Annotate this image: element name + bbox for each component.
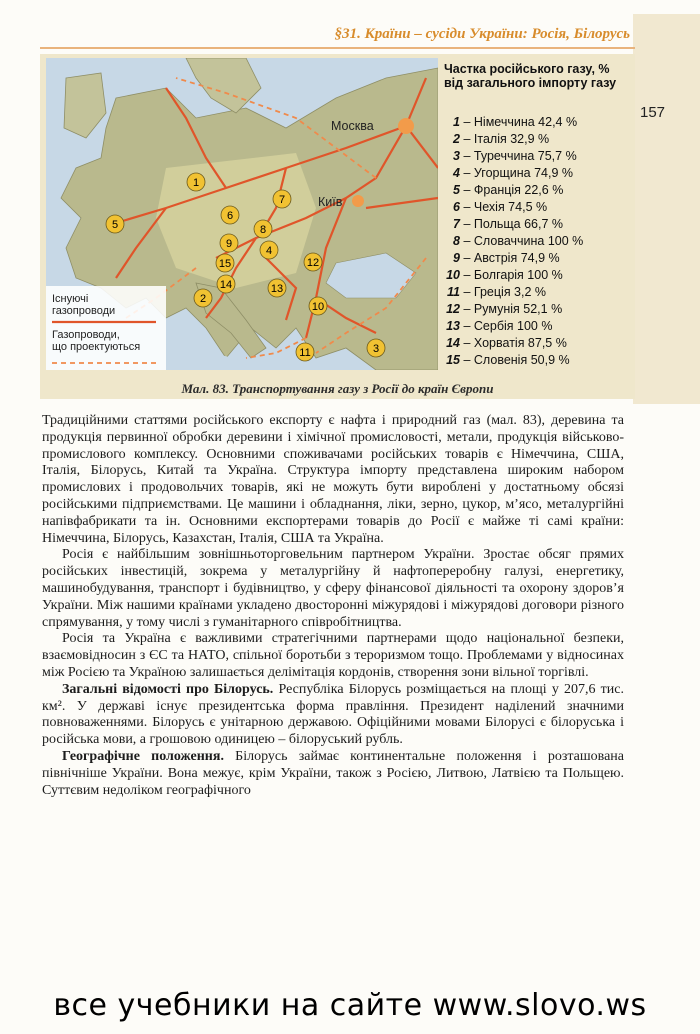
country-marker-9: [220, 234, 238, 252]
kyiv-marker: [352, 195, 364, 207]
page-number: 157: [640, 104, 666, 121]
country-marker-11: [296, 343, 314, 361]
page-header: §31. Країни – сусіди України: Росія, Білорусь: [334, 26, 630, 42]
svg-text:5: 5: [111, 219, 119, 231]
svg-text:7: 7: [278, 194, 286, 206]
heading-geography: Географічне положення.: [62, 748, 224, 764]
header-rule: [40, 47, 635, 49]
svg-text:15: 15: [218, 258, 232, 270]
country-marker-7: [273, 190, 291, 208]
legend-list: [444, 114, 630, 369]
country-marker-1: [187, 173, 205, 191]
city-label-kyiv: Київ: [318, 195, 343, 209]
country-marker-6: [221, 206, 239, 224]
legend-item: 5 – Франція 22,6 %: [453, 183, 564, 197]
legend-item: 12 – Румунія 52,1 %: [446, 302, 563, 316]
country-marker-2: [194, 289, 212, 307]
country-marker-3: [367, 339, 385, 357]
svg-text:9: 9: [225, 238, 233, 250]
svg-text:6: 6: [226, 210, 234, 222]
svg-text:14: 14: [219, 279, 233, 291]
legend-item: 13 – Сербія 100 %: [446, 319, 553, 333]
legend-item: 4 – Угорщина 74,9 %: [453, 166, 573, 180]
legend-title: Частка російського газу, % від загального імпорту газу: [444, 62, 617, 90]
country-marker-12: [304, 253, 322, 271]
paragraph-export: Традиційними статтями російського експорту є нафта і природний газ (мал. 83), деревина та продукція первинної обробки деревини і хімічної промисловості, метали, продукція військово-промислового комплексу. Основними споживачами російських товарів є Німеччина, США, Італія, Білорусь, Китай та Україна. Структура імпорту представлена широким набором промислових і продовольчих товарів, які не можуть бути вироблені у достатньому обсязі російськими підприємствами. Це машини і обладнання, ліки, зерно, цукор, м’ясо, металургійні напівфабрикати та ін. Основними експортерами товарів до Росії є майже ті самі країни: Німеччина, Білорусь, Казахстан, Італія, США та Україна.: [42, 413, 624, 546]
svg-text:8: 8: [259, 224, 267, 236]
country-marker-4: [260, 241, 278, 259]
paragraph-trade-partner: Росія є найбільшим зовнішньоторговельним партнером України. Зростає обсяг прямих російських інвестицій, зокрема у металургійну й нафтопереробну галузі, енергетику, машинобудування, транспорт і будівництво, у сферу фінансової діяльності та охорону здоров’я України. Між нашими країнами укладено двосторонні міжурядові і міжурядові договори різного спрямування, у тому числі з гуманітарного співробітництва.: [42, 547, 624, 630]
svg-text:10: 10: [311, 301, 325, 313]
legend-item: 1 – Німеччина 42,4 %: [453, 115, 578, 129]
legend-item: 15 – Словенія 50,9 %: [446, 353, 570, 367]
legend-existing-label: Існуючі газопроводи: [52, 293, 116, 317]
paragraph-geography: Географічне положення. Білорусь займає континентальне положення і розташована північніше України. Вона межує, крім України, також з Росією, Литвою, Латвією та Польщею. Суттєвим недоліком географічного: [42, 748, 624, 798]
country-marker-14: [217, 275, 235, 293]
country-marker-5: [106, 215, 124, 233]
country-marker-13: [268, 279, 286, 297]
body-text: [42, 413, 624, 799]
paragraph-belarus-general: Загальні відомості про Білорусь. Республіка Білорусь розміщається на площі у 207,6 тис. км². У державі існує президентська форма правління. Президент наділений значними повноваженнями. Білорусь є унітарною державою. Офіційними мовами Білорусі є білоруська і російська мови, а грошовою одиницею – білоруський рубль.: [42, 681, 624, 748]
legend-item: 2 – Італія 32,9 %: [453, 132, 550, 146]
svg-text:2: 2: [199, 293, 207, 305]
heading-belarus-general: Загальні відомості про Білорусь.: [62, 681, 274, 697]
svg-text:1: 1: [192, 177, 200, 189]
svg-text:3: 3: [372, 343, 380, 355]
svg-text:13: 13: [270, 283, 284, 295]
svg-text:4: 4: [265, 245, 273, 257]
city-label-moscow: Москва: [331, 119, 374, 133]
legend-item: 9 – Австрія 74,9 %: [453, 251, 560, 265]
legend-item: 10 – Болгарія 100 %: [446, 268, 563, 282]
svg-text:12: 12: [306, 257, 320, 269]
country-marker-8: [254, 220, 272, 238]
moscow-marker: [398, 118, 414, 134]
legend-planned-label: Газопроводи, що проектуються: [52, 329, 141, 353]
legend-item: 7 – Польща 66,7 %: [453, 217, 564, 231]
legend-item: 3 – Туреччина 75,7 %: [453, 149, 577, 163]
legend-item: 14 – Хорватія 87,5 %: [446, 336, 567, 350]
country-marker-15: [216, 254, 234, 272]
gas-pipeline-map: [46, 58, 438, 370]
page-side-tab: [633, 14, 700, 404]
svg-text:11: 11: [299, 347, 311, 359]
country-marker-10: [309, 297, 327, 315]
site-watermark: все учебники на сайте www.slovo.ws: [53, 988, 647, 1023]
legend-item: 8 – Словаччина 100 %: [453, 234, 584, 248]
legend-item: 11 – Греція 3,2 %: [447, 285, 547, 299]
paragraph-strategic: Росія та Україна є важливими стратегічними партнерами щодо національної безпеки, взаємовідносин з ЄС та НАТО, спільної боротьби з тероризмом тощо. Проблемами у відносинах між Росією та Україною залишається делімітація кордонів, створення зони вільної торгівлі.: [42, 631, 624, 680]
legend-item: 6 – Чехія 74,5 %: [453, 200, 548, 214]
figure-caption: Мал. 83. Транспортування газу з Росії до країн Європи: [181, 381, 494, 396]
